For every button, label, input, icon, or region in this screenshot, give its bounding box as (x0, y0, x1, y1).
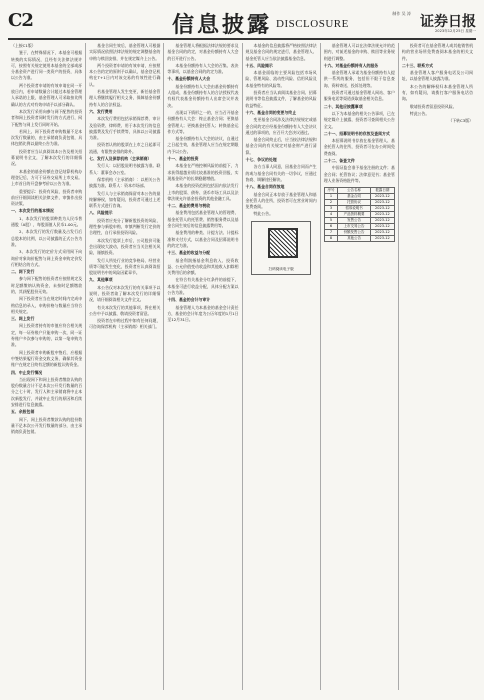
text-column (321, 43, 399, 690)
paragraph: 投资者可在基金管理人或其他销售机构的营业场所免费查阅本基金的相关文件。 (401, 43, 474, 61)
paragraph: 基金管理人客户服务电话及公司网址，以基金管理人披露为准。 (401, 70, 474, 82)
dateline: 2023年12月25日 星期一 (435, 29, 476, 33)
section-heading: 十三、基金的收益与分配 (167, 250, 211, 256)
table-cell: 其他公告 (338, 236, 371, 242)
table-header-cell: 序号 (324, 188, 338, 194)
paragraph: 发行人与主承销商保留对本公告的最终解释权，如有疑问，投资者可通过上述联系方式进行咨询。 (89, 190, 161, 209)
table-cell: 产品资料概要 (338, 212, 371, 218)
paragraph: 投资者应充分了解新股投资的风险，理性参与新股申购，审慎判断发行定价的合理性，自行承担投资风险。 (89, 217, 161, 236)
paragraph: 1、本次发行的股票种类为人民币普通股（A股），每股面值人民币1.00元。 (11, 215, 83, 228)
section-heading: 二十三、联系方式 (401, 62, 433, 68)
header-meta (392, 11, 476, 31)
paragraph: 网下、网上投资者缴款认购的股份数量不足本次公开发行数量的部分，由主承销商负责包销。 (11, 416, 83, 435)
table-header-cell: 公告名称 (338, 188, 371, 194)
paragraph: 重要提示：投资有风险，投资者申购前应仔细阅读相关法律文件，审慎作出投资决策。 (11, 188, 83, 207)
section-heading: 四、中止发行情况 (11, 369, 43, 375)
paragraph: 基金管理人将根据法律法规的要求及基金合同的约定，对基金份额持有人大会的召开进行公告。 (167, 43, 239, 61)
text-column (86, 43, 164, 690)
paragraph: 各方当事人同意，因基金合同而产生的或与基金合同有关的一切争议，应通过协商、调解途径解决。 (245, 164, 317, 182)
paragraph: 基金管理人可以在法律法规允许的范围内，对前述基金的申购、赎回等业务规则进行调整。 (323, 43, 395, 61)
paragraph: 本次发行股票上市后，公司股价可能会出现较大波动，投资者应当关注相关风险，谨慎投资。 (89, 237, 161, 256)
page-code: C2 (8, 10, 33, 31)
paragraph: 参与网下配售的投资者应按照规定及时足额缴纳认购资金，未按时足额缴款的，其获配股份无效。 (11, 276, 83, 294)
section-heading: 六、发行费用 (89, 108, 113, 114)
text-column (164, 43, 242, 690)
paragraph: 若网上、网下投资者申购数量不足本次发行数量的，由主承销商负责包销，具体包销比例以最终公告为准。 (11, 128, 83, 147)
section-heading: 二、网下发行 (11, 269, 35, 275)
paragraph: 基金利润指基金利息收入、投资收益、公允价值变动收益和其他收入扣除相关费用后的余额。 (167, 257, 239, 276)
paragraph: 基金管理人为本基金的基金会计责任方，基金的会计年度为公历年度的1月1日至12月31日。 (167, 304, 239, 323)
paragraph: 投资者应当认真阅读基金合同、招募说明书等信息披露文件，了解基金的风险收益特征。 (245, 90, 317, 108)
table-cell: 2023-12 (370, 218, 394, 224)
section-heading: 二十、其他应披露事项 (323, 103, 363, 109)
table-cell: 8 (324, 236, 338, 242)
paragraph: 发行人所处行业的竞争格局、经营业绩等可能发生变化，投资者应认真阅读招股说明书中的风险因素章节。 (89, 257, 161, 276)
section-heading: 十四、基金的会计与审计 (167, 297, 211, 303)
paragraph: 本次发行采用向参与网下配售的投资者和网上投资者同时发行的方式进行，网下配售与网上发行同时开始。 (11, 108, 83, 127)
paragraph: 投资者认购的股票在上市之日起即可流通，有限售安排的除外。 (89, 142, 161, 154)
section-heading: 十、基金份额持有人大会 (167, 76, 211, 82)
paragraph: 鉴于，在特殊情况下，本基金可根据转换的实际情况，且经有关法律法规许可，按照有关规定使用本基金的全部或部分基金资产进行同一类资产的投资，具体以公告为准。 (11, 50, 83, 81)
section-heading: 十九、对基金份额持有人的服务 (323, 62, 379, 68)
section-title-en: DISCLOSURE (276, 18, 349, 30)
table-cell: 2023-12 (370, 236, 394, 242)
paragraph: 3、本次发行的定价方式采用网下向询价对象询价配售与网上资金申购定价发行相结合的方式。 (11, 249, 83, 267)
paragraph: 投资者应当认真阅读本公告及相关招募说明书全文，了解本次发行的详细情况。 (11, 148, 83, 167)
paragraph: 基金份额持有人大会由基金份额持有人组成，基金份额持有人的合法授权代表有权代表基金份额持有人出席会议并表决。 (167, 83, 239, 108)
table-cell: 份额发售公告 (338, 230, 371, 236)
section-heading: 九、其他事项 (89, 277, 113, 283)
table-cell: 2023-12 (370, 194, 394, 200)
paragraph: 在符合有关基金分红条件的前提下，本基金可进行收益分配，具体分配方案以公告为准。 (167, 277, 239, 295)
table-cell: 2 (324, 200, 338, 206)
page-header (8, 8, 476, 40)
table-row (324, 236, 394, 242)
continued-note: （下转C3版） (448, 118, 474, 124)
paragraph: 本基金面临的主要风险包括市场风险、管理风险、流动性风险、信用风险及本基金特有的风险等。 (245, 70, 317, 88)
paragraph: 本基金份额持有人大会的召集、表决等事项，以基金合同的约定为准。 (167, 62, 239, 75)
section-heading: 五、余股包销 (11, 409, 35, 415)
table-cell: 招募说明书 (338, 206, 371, 212)
paragraph: 有关本次发行的其他事项，将在相关公告中予以披露，敬请投资者留意。 (89, 304, 161, 316)
paragraph: 变更基金合同涉及法律法规规定或基金合同约定应经基金份额持有人大会决议通过的事项的，应召开大会决议通过。 (245, 117, 317, 135)
paragraph: 2、本次发行的发行数量及占发行后总股本的比例，以公司披露的正式公告为准。 (11, 229, 83, 247)
section-heading: 十七、争议的处理 (245, 157, 277, 163)
table-cell: 1 (324, 194, 338, 200)
section-heading: 三、网上发行 (11, 316, 35, 322)
section-heading: 十二、基金的费用与税收 (167, 203, 211, 209)
paragraph: 投资者在申购过程中如有任何问题，可咨询保荐机构（主承销商）相关部门。 (89, 318, 161, 330)
text-column (243, 43, 321, 690)
qr-caption: 扫码阅读电子版 (268, 266, 294, 271)
table-cell: 2023-12 (370, 230, 394, 236)
paragraph: 基金费用的种类、计提方法、计提标准和支付方式，以基金合同及招募说明书的约定为准。 (167, 230, 239, 248)
table-cell: 6 (324, 224, 338, 230)
paragraph: 保荐机构（主承销商）：以相关公告披露为准。联系人：资本市场部。 (89, 176, 161, 189)
paragraph: 基金合同终止后，应当按法律法规和基金合同的有关规定对基金财产进行清算。 (245, 137, 317, 155)
table-cell: 上市交易公告 (338, 224, 371, 230)
paragraph: 本次发行费用包括承销保荐费、审计及验资费、律师费、用于本次发行的信息披露费及发行手续费等，具体以公司披露为准。 (89, 116, 161, 141)
table-cell: 2023-12 (370, 206, 394, 212)
table-cell: 2023-12 (370, 212, 394, 218)
paragraph: 若基金管理人发生变更，新任基金管理人将继续履行相关义务，保障基金份额持有人的合法权益。 (89, 89, 161, 107)
table-cell: 5 (324, 218, 338, 224)
paragraph: 特此公告。 (253, 211, 273, 217)
paragraph: 当出现网下和网上投资者缴款认购的股份数量合计不足本次公开发行数量的百分之七十时，发行人和主承销商将中止本次新股发行，并就中止发行的原因和后续安排进行信息披露。 (11, 376, 83, 408)
section-heading: 八、风险提示 (89, 210, 113, 216)
table-cell: 托管协议 (338, 200, 371, 206)
paragraph: 本公告仅对本次发行的有关事项予以说明，投资者欲了解本次发行的详细情况，请仔细阅读相关文件全文。 (89, 284, 161, 303)
section-heading: 十一、基金的投资 (167, 156, 199, 162)
section-heading: 十五、风险揭示 (245, 62, 273, 68)
text-column (8, 43, 86, 690)
paragraph: 本招募说明书存放在基金管理人、基金托管人的住所，投资者可在办公时间免费查阅。 (323, 138, 395, 156)
paragraph: 两个投资者申请的有效申请，应按照本公告约定的原则予以确认，基金登记机构在T+1日内对该交易的有效性进行确认。 (89, 62, 161, 87)
paragraph: 以下为本基金的相关公告事项，已在规定媒介上披露，投资者可查阅相关公告全文。 (323, 110, 395, 129)
paragraph: 本基金的基金份额在登记结算机构办理登记后，方可于证券交易所上市交易。上市首日的开盘参考价以公告为准。 (11, 168, 83, 187)
paragraph: 基金管理人承诺为基金份额持有人提供一系列的服务，包括但不限于信息查询、资料寄送、投诉处理等。 (323, 70, 395, 88)
editor-credit: 制作 吴 涛 (392, 11, 411, 16)
qr-code-box (251, 221, 311, 275)
paragraph: 基金份额持有人大会的决议，自通过之日起生效，基金管理人应当在规定期限内予以公告。 (167, 136, 239, 154)
paragraph: （上接C1版） (11, 43, 36, 48)
table-cell: 7 (324, 230, 338, 236)
paragraph: 中国证监会准予基金注册的文件；基金合同；托管协议；法律意见书；基金管理人业务资格批件等。 (323, 165, 395, 183)
paragraph: 两个投资者申请的有效申请在同一开放日内，若申请数量合计超过本基金管理人承诺的上限，基金管理人可采取按比例确认的方式对有效申请予以部分确认。 (11, 82, 83, 107)
paragraph: 基金合同正本存放于基金管理人和基金托管人的住所，投资者可在营业时间内免费查阅。 (245, 191, 317, 210)
paragraph: 本基金的信息披露将严格按照法律法规及基金合同的规定进行，基金管理人、基金托管人应当依法披露基金信息。 (245, 43, 317, 61)
paragraph: 特此公告。 (409, 110, 430, 116)
table-cell: 4 (324, 212, 338, 218)
section-heading: 十八、基金合同存放地 (245, 184, 285, 190)
table-header-cell: 披露日期 (370, 188, 394, 194)
section-heading: 十六、基金合同的变更与终止 (245, 109, 297, 115)
table-cell: 2023-12 (370, 200, 394, 206)
article-columns (8, 43, 476, 690)
announcement-table (324, 187, 395, 242)
section-heading: 二十二、备查文件 (323, 158, 355, 164)
paragraph: 投资者可通过基金管理人网站、客户服务电话等渠道获取基金相关信息。 (323, 90, 395, 102)
section-heading: 七、发行人及保荐机构（主承销商） (89, 156, 152, 162)
paragraph: 本基金的投资范围包括国内依法发行上市的股票、债券、货币市场工具以及法律法规允许基金投资的其他金融工具。 (167, 183, 239, 201)
paragraph: 基金合同生效后，基金管理人可根据实际情况依照法律法规的规定调整基金的申购与赎回安排，并在规定媒介上公告。 (89, 43, 161, 61)
table-cell: 发售公告 (338, 218, 371, 224)
section-heading: 二十一、招募说明书的存放及查阅方式 (323, 130, 390, 136)
paragraph: 网下投资者应当在规定时间内完成申购信息的录入，申购价格与数量应当符合相关规定。 (11, 296, 83, 314)
section-heading: 一、本次发行的基本情况 (11, 208, 54, 214)
paragraph: 发行人：以招股说明书披露为准。联系人：董事会办公室。 (89, 163, 161, 175)
paragraph: 网上投资者申购新股中签后，应根据中签结果履行资金交收义务，确保其资金账户在规定日终有足额的新股认购资金。 (11, 349, 83, 368)
paragraph: 出现以下情形之一的，应当召开基金份额持有人大会：终止基金合同；更换基金管理人；更换基金托管人；转换基金运作方式等。 (167, 109, 239, 134)
section-title: 信息披露 (172, 12, 273, 38)
paragraph: 敬请投资者留意投资风险。 (409, 103, 457, 109)
text-column (399, 43, 476, 690)
table-cell: 基金合同 (338, 194, 371, 200)
newspaper-logo: 证券日报 (420, 14, 476, 30)
table-cell: 2023-12 (370, 224, 394, 230)
paragraph: 网上投资者持有的市值应符合相关规定，每一证券账户只能申购一次，同一证券账户多次参与申购的，以第一笔申购为准。 (11, 323, 83, 348)
paragraph: 本公告的解释权归本基金管理人所有，如有疑问，请拨打客户服务电话咨询。 (401, 83, 474, 102)
paragraph: 本基金在严格控制风险的前提下，力求获得超越业绩比较基准的投资回报，实现基金资产的长期稳健增值。 (167, 163, 239, 181)
table-cell: 3 (324, 206, 338, 212)
qr-code-icon (268, 228, 298, 258)
paragraph: 基金费用包括基金管理人的管理费、基金托管人的托管费、销售服务费以及基金合同生效后的信息披露费用等。 (167, 210, 239, 229)
